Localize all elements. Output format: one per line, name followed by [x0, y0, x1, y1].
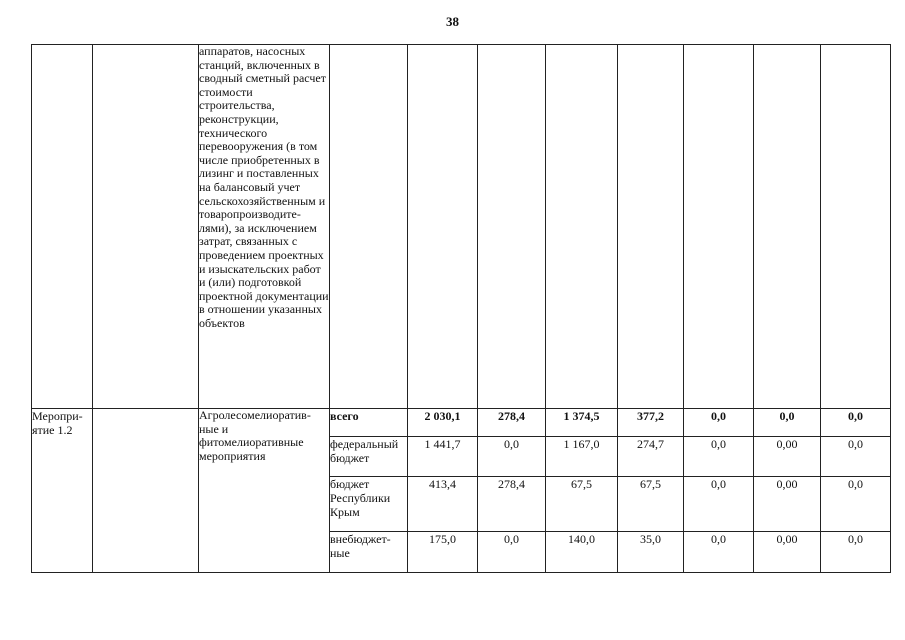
- value-cell: 0,00: [754, 532, 821, 573]
- value-cell: 0,0: [478, 437, 546, 477]
- value-cell: 0,0: [684, 437, 754, 477]
- empty-cell: [684, 45, 754, 409]
- page-number: 38: [446, 14, 459, 29]
- value-cell: 278,4: [478, 409, 546, 437]
- value-cell: 2 030,1: [408, 409, 478, 437]
- value-cell: 278,4: [478, 477, 546, 532]
- value-cell: 0,00: [754, 477, 821, 532]
- empty-cell: [754, 45, 821, 409]
- value-cell: 0,0: [684, 532, 754, 573]
- value-cell: 67,5: [618, 477, 684, 532]
- continued-description: аппаратов, насосных станций, включенных в сводный сметный расчет стоимости строительства, реконструкции, технического перевооружения (в том числе приобретенных в лизинг и поставленных на балансовый учет сельскохозяйственным и товаропроизводите-лями), за исключением затрат, связанных с проведением проектных и изыскательских работ и (или) подготовкой проектной документации в отношении указанных объектов: [199, 45, 330, 409]
- value-cell: 0,0: [821, 477, 891, 532]
- value-cell: 1 374,5: [546, 409, 618, 437]
- empty-cell: [93, 45, 199, 409]
- value-cell: 67,5: [546, 477, 618, 532]
- value-cell: 1 441,7: [408, 437, 478, 477]
- table-row-total: [32, 409, 891, 437]
- value-cell: 0,0: [821, 437, 891, 477]
- value-cell: 0,0: [684, 477, 754, 532]
- source-label: бюджет Республики Крым: [330, 477, 408, 532]
- value-cell: 274,7: [618, 437, 684, 477]
- empty-cell: [546, 45, 618, 409]
- empty-cell: [93, 409, 199, 573]
- budget-table: [31, 44, 891, 573]
- measure-name: Агролесомелиоратив-ные и фитомелиоративные мероприятия: [199, 409, 330, 573]
- value-cell: 0,0: [754, 409, 821, 437]
- empty-cell: [32, 45, 93, 409]
- value-cell: 1 167,0: [546, 437, 618, 477]
- source-label: внебюджет-ные: [330, 532, 408, 573]
- empty-cell: [408, 45, 478, 409]
- empty-cell: [618, 45, 684, 409]
- source-label: всего: [330, 409, 408, 437]
- value-cell: 0,0: [478, 532, 546, 573]
- value-cell: 35,0: [618, 532, 684, 573]
- value-cell: 377,2: [618, 409, 684, 437]
- empty-cell: [478, 45, 546, 409]
- empty-cell: [330, 45, 408, 409]
- source-label: федеральный бюджет: [330, 437, 408, 477]
- value-cell: 140,0: [546, 532, 618, 573]
- value-cell: 0,0: [821, 409, 891, 437]
- empty-cell: [821, 45, 891, 409]
- measure-code: Меропри-ятие 1.2: [32, 409, 93, 573]
- value-cell: 0,0: [821, 532, 891, 573]
- value-cell: 0,00: [754, 437, 821, 477]
- continuation-row: [32, 45, 891, 409]
- value-cell: 413,4: [408, 477, 478, 532]
- value-cell: 0,0: [684, 409, 754, 437]
- value-cell: 175,0: [408, 532, 478, 573]
